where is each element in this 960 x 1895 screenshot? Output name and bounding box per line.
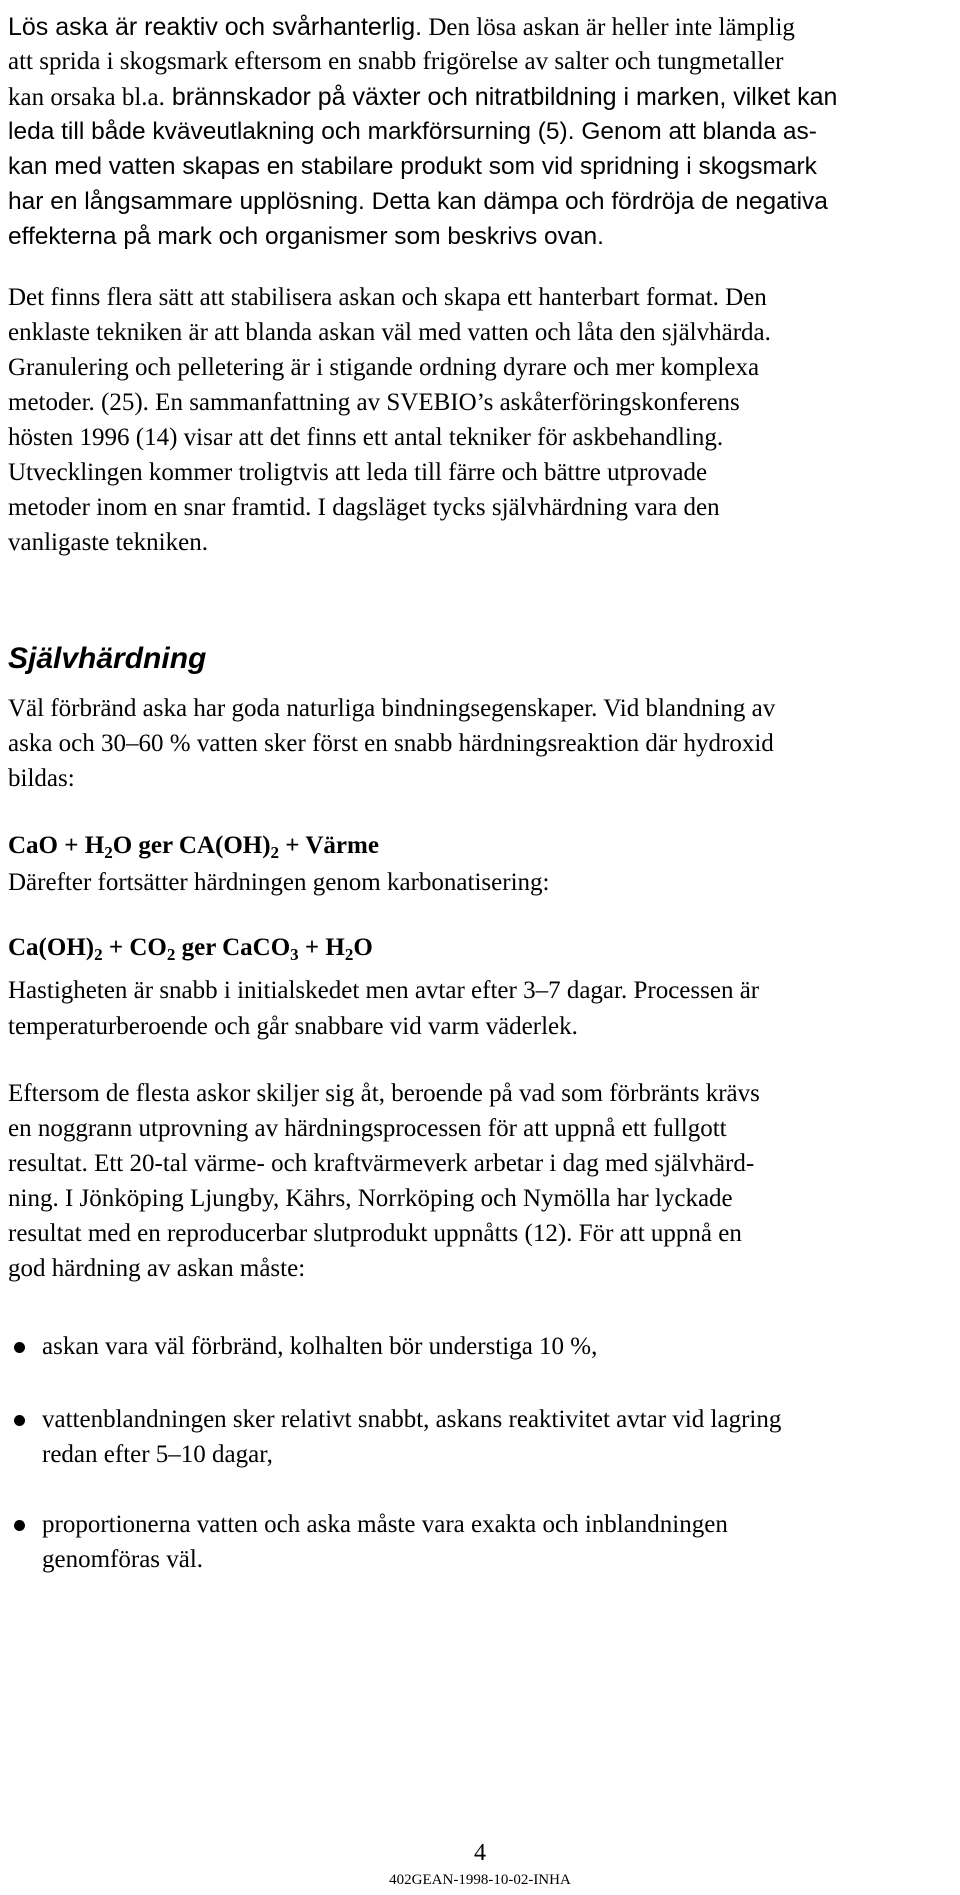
bullet-item-continuation: redan efter 5–10 dagar,: [42, 1441, 273, 1468]
formula-subscript: 2: [270, 843, 280, 862]
para2-line: Utvecklingen kommer troligtvis att leda till färre och bättre utprovade: [8, 459, 708, 486]
formula-text: + Värme: [279, 832, 379, 859]
intro-line-1: [8, 10, 795, 45]
intro-text-sans: brännskador på växter och nitratbildning i marken, vilket kan: [164, 83, 838, 111]
bullet-item: vattenblandningen sker relativt snabbt, askans reaktivitet avtar vid lagring: [42, 1406, 782, 1433]
para2-line: vanligaste tekniken.: [8, 529, 208, 556]
intro-text-sans: Genom att blanda as-: [581, 118, 817, 145]
formula-text: + H: [298, 934, 345, 961]
intro-line-2: att sprida i skogsmark eftersom en snabb frigörelse av salter och tungmetaller: [8, 48, 784, 75]
formula-text: CaO + H: [8, 832, 105, 859]
formula-subscript: 2: [344, 945, 354, 964]
para2-line: enklaste tekniken är att blanda askan väl med vatten och låta den självhärda.: [8, 319, 771, 346]
intro-line-5: kan med vatten skapas en stabilare produkt som vid spridning i skogsmark: [8, 153, 817, 180]
intro-text-sans: Detta kan dämpa och fördröja de negativa: [364, 188, 828, 215]
para2-line: hösten 1996 (14) visar att det finns ett antal tekniker för askbehandling.: [8, 424, 724, 451]
para3-line: resultat med en reproducerbar slutprodukt uppnåtts (12). För att uppnå en: [8, 1220, 742, 1247]
document-id: 402GEAN-1998-10-02-INHA: [389, 1872, 571, 1888]
page-number: 4: [474, 1840, 486, 1866]
bullet-dot-icon: [14, 1415, 25, 1426]
section-para-line: Väl förbränd aska har goda naturliga bindningsegenskaper. Vid blandning av: [8, 695, 776, 722]
formula-carbonation: [8, 934, 373, 962]
para2-line: Det finns flera sätt att stabilisera askan och skapa ett hanterbart format. Den: [8, 284, 767, 311]
para3-line: resultat. Ett 20-tal värme- och kraftvärmeverk arbetar i dag med självhärd-: [8, 1150, 755, 1177]
formula-subscript: 2: [104, 843, 113, 862]
para2-line: metoder. (25). En sammanfattning av SVEBIO’s askåterföringskonferens: [8, 389, 740, 416]
formula-text: O ger CA(OH): [112, 832, 271, 859]
para3-line: en noggrann utprovning av härdningsprocessen för att uppnå ett fullgott: [8, 1115, 727, 1142]
formula-text: O: [353, 934, 373, 961]
para3-line: Eftersom de flesta askor skiljer sig åt, beroende på vad som förbränts krävs: [8, 1080, 760, 1107]
intro-line-3: [8, 80, 837, 115]
intro-line-6: [8, 185, 828, 219]
after-formula-1: Därefter fortsätter härdningen genom karbonatisering:: [8, 869, 550, 896]
intro-line-4: [8, 115, 817, 149]
para3-line: ning. I Jönköping Ljungby, Kährs, Norrköping och Nymölla har lyckade: [8, 1185, 733, 1212]
formula-text: Ca(OH): [8, 934, 95, 961]
para2-line: Granulering och pelletering är i stigande ordning dyrare och mer komplexa: [8, 354, 760, 381]
bullet-item: proportionerna vatten och aska måste vara exakta och inblandningen: [42, 1511, 728, 1538]
intro-text-serif: kan orsaka bl.a.: [8, 84, 165, 111]
section-para-line: bildas:: [8, 765, 75, 792]
formula-text: ger CaCO: [175, 934, 291, 961]
formula-subscript: 3: [290, 945, 299, 964]
intro-text-sans: Lös aska är reaktiv och svårhanterlig.: [8, 13, 423, 41]
bullet-dot-icon: [14, 1342, 25, 1353]
formula-subscript: 2: [94, 945, 103, 964]
section-para-line: aska och 30–60 % vatten sker först en snabb härdningsreaktion där hydroxid: [8, 730, 774, 757]
para2-line: metoder inom en snar framtid. I dagsläget tycks självhärdning vara den: [8, 494, 720, 521]
bullet-dot-icon: [14, 1520, 25, 1531]
section-heading: Självhärdning: [8, 642, 207, 675]
intro-text-sans: har en långsammare upplösning.: [8, 188, 365, 215]
after-formula-2-line: Hastigheten är snabb i initialskedet men avtar efter 3–7 dagar. Processen är: [8, 977, 760, 1004]
formula-hydration: [8, 832, 379, 860]
intro-text-serif: Den lösa askan är heller inte lämplig: [422, 14, 795, 41]
para3-line: god härdning av askan måste:: [8, 1255, 306, 1282]
intro-text-sans: leda till både kväveutlakning och markförsurning (5).: [8, 118, 575, 145]
bullet-item-continuation: genomföras väl.: [42, 1546, 204, 1573]
intro-line-7: effekterna på mark och organismer som beskrivs ovan.: [8, 223, 604, 250]
formula-subscript: 2: [166, 945, 176, 964]
bullet-item: askan vara väl förbränd, kolhalten bör understiga 10 %,: [42, 1333, 598, 1360]
after-formula-2-line: temperaturberoende och går snabbare vid varm väderlek.: [8, 1013, 578, 1040]
formula-text: + CO: [102, 934, 167, 961]
